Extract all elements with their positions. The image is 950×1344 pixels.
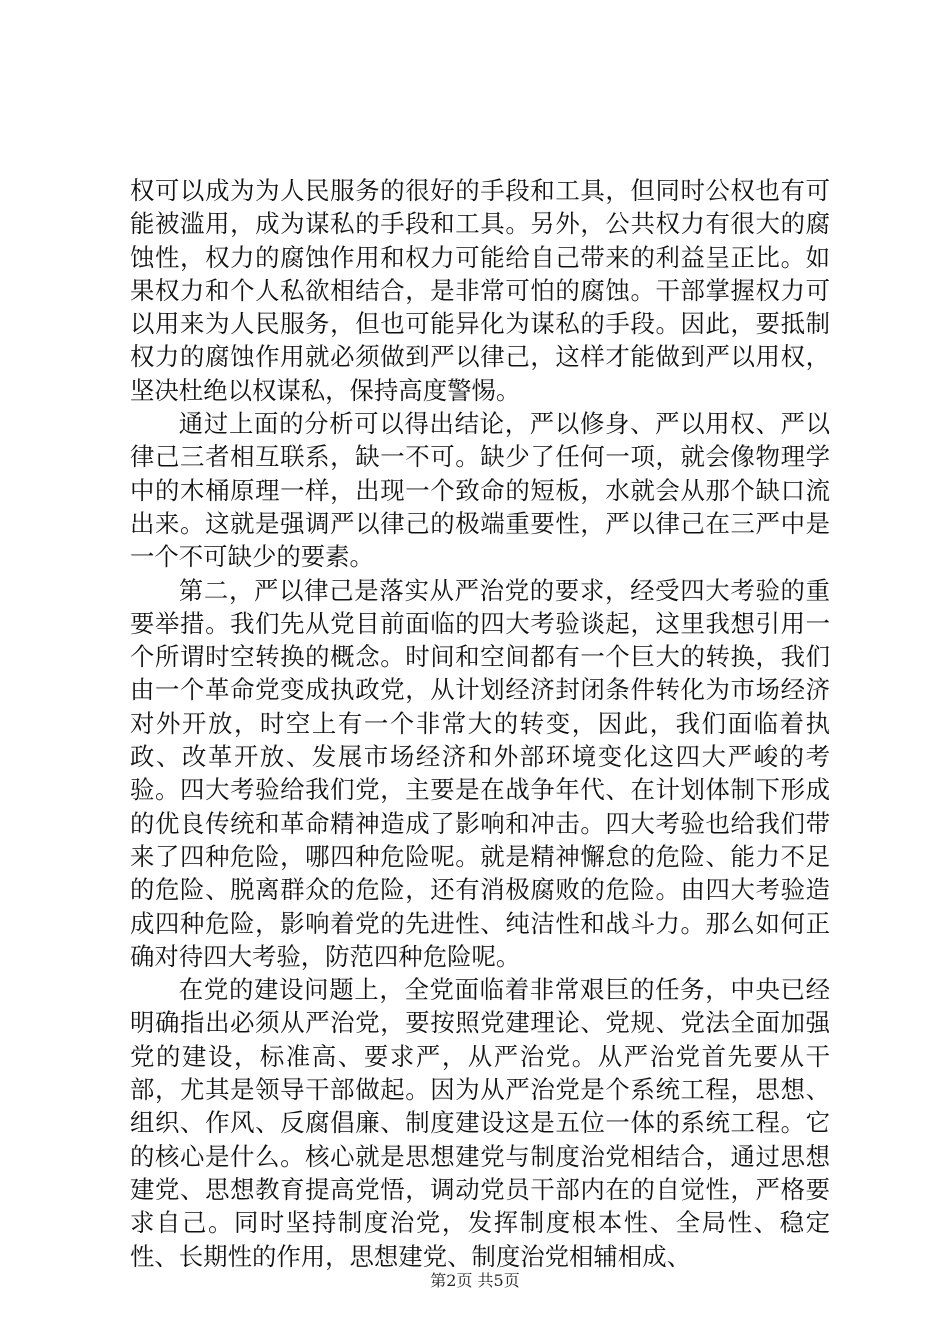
paragraph-4: 在党的建设问题上，全党面临着非常艰巨的任务，中央已经明确指出必须从严治党，要按照党建理论、党规、党法全面加强党的建设，标准高、要求严，从严治党。从严治党首先要从干部，尤其是领导干部做起。因为从严治党是个系统工程，思想、组织、作风、反腐倡廉、制度建设这是五位一体的系统工程。它的核心是什么。核心就是思想建党与制度治党相结合，通过思想建党、思想教育提高党悟，调动党员干部内在的自觉性，严格要求自己。同时坚持制度治党，发挥制度根本性、全局性、稳定性、长期性的作用，思想建党、制度治党相辅相成、 bbox=[130, 975, 830, 1271]
paragraph-3: 第二，严以律己是落实从严治党的要求，经受四大考验的重要举措。我们先从党目前面临的四大考验谈起，这里我想引用一个所谓时空转换的概念。时间和空间都有一个巨大的转换，我们由一个革命党变成执政党，从计划经济封闭条件转化为市场经济对外开放，时空上有一个非常大的转变，因此，我们面临着执政、改革开放、发展市场经济和外部环境变化这四大严峻的考验。四大考验给我们党，主要是在战争年代、在计划体制下形成的优良传统和革命精神造成了影响和冲击。四大考验也给我们带来了四种危险，哪四种危险呢。就是精神懈怠的危险、能力不足的危险、脱离群众的危险，还有消极腐败的危险。由四大考验造成四种危险，影响着党的先进性、纯洁性和战斗力。那么如何正确对待四大考验，防范四种危险呢。 bbox=[130, 575, 830, 971]
page-number-footer: 第2页 共5页 bbox=[430, 1271, 520, 1290]
document-body bbox=[130, 174, 830, 1273]
paragraph-2: 通过上面的分析可以得出结论，严以修身、严以用权、严以律己三者相互联系，缺一不可。缺少了任何一项，就会像物理学中的木桶原理一样，出现一个致命的短板，水就会从那个缺口流出来。这就是强调严以律己的极端重要性，严以律己在三严中是一个不可缺少的要素。 bbox=[130, 409, 830, 572]
paragraph-1: 权可以成为为人民服务的很好的手段和工具，但同时公权也有可能被滥用，成为谋私的手段和工具。另外，公共权力有很大的腐蚀性，权力的腐蚀作用和权力可能给自己带来的利益呈正比。如果权力和个人私欲相结合，是非常可怕的腐蚀。干部掌握权力可以用来为人民服务，但也可能异化为谋私的手段。因此，要抵制权力的腐蚀作用就必须做到严以律己，这样才能做到严以用权，坚决杜绝以权谋私，保持高度警惕。 bbox=[130, 176, 830, 405]
